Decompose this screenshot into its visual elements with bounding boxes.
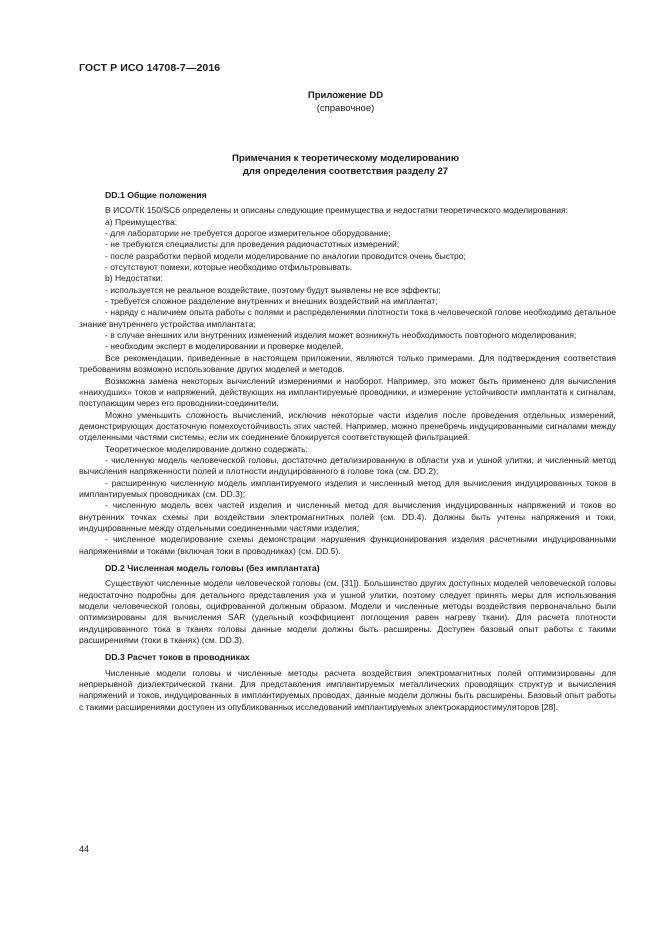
annex-heading xyxy=(0,153,661,178)
paragraph: Возможна замена некоторых вычислений измерениями и наоборот. Например, это может быть применено для вычисления «наихудших» токов и напряжений, действующих на имплантируемые проводники, и измерение устойчивости имплантата к сигналам, поступающим через его проводники-соединители. xyxy=(79,375,616,409)
document-body xyxy=(79,190,616,713)
document-id: ГОСТ Р ИСО 14708-7—2016 xyxy=(79,62,221,74)
paragraph: В ИСО/ТК 150/SC6 определены и описаны следующие преимущества и недостатки теоретического моделирования: xyxy=(105,205,569,216)
annex-subtitle: (справочное) xyxy=(316,102,375,114)
list-item: - не требуются специалисты для проведения радиочастотных измерений; xyxy=(105,239,400,250)
annex-title: Приложение DD xyxy=(307,90,384,101)
list-item: - численное моделирование схемы демонстрации нарушения функционирования изделия расчетными индуцированными напряжениями и токами (включая токи в проводниках) (см. DD.5). xyxy=(79,534,616,556)
list-item: - используется не реальное воздействие, поэтому будут выявлены не все эффекты; xyxy=(105,284,441,295)
annex-heading-line2: для определения соответствия разделу 27 xyxy=(242,165,449,177)
list-label-disadvantages: b) Недостатки: xyxy=(105,273,163,284)
paragraph: Все рекомендации, приведенные в настоящем приложении, являются только примерами. Для подтверждения соответствия требованиям возможно использование других моделей и методов. xyxy=(79,352,616,375)
list-label-advantages: а) Преимущества: xyxy=(105,216,178,227)
annex-heading-line1: Примечания к теоретическому моделированию xyxy=(231,153,460,164)
section-heading-dd3: DD.3 Расчет токов в проводниках xyxy=(105,652,250,663)
list-item: - расширенную численную модель имплантируемого изделия и численный метод для вычисления индуцированных токов в имплантируемых проводниках (см. DD.3); xyxy=(79,477,616,499)
page-number: 44 xyxy=(79,844,90,854)
list-item: - наряду с наличием опыта работы с полями и распределениями плотности тока в человеческой голове необходимо детальное знание внутреннего устройства имплантата; xyxy=(79,307,616,329)
paragraph: Численные модели головы и численные методы расчета воздействия электромагнитных полей оптимизированы для непрерывной диэлектрической ткани. Для представления имплантируемых металлических проводящих структур и вычисления напряжений и токов, индуцированных в имплантируемых проводах, данные модели должны быть расширены. Базовый опыт работы с такими расширениями доступен из опубликованных исследований имплантируемых электрокардиостимуляторов [28]. xyxy=(79,667,616,712)
section-heading-dd1: DD.1 Общие положения xyxy=(105,190,207,200)
list-item: - для лаборатории не требуется дорогое измерительное оборудование; xyxy=(105,228,391,239)
list-item: - в случае внешних или внутренних изменений изделия может возникнуть необходимость повторного моделирования; xyxy=(105,330,577,341)
list-item: - численную модель всех частей изделия и численный метод для вычисления индуцированных напряжений и токов во внутренних точках схемы при воздействии электромагнитных полей (см. DD.4). Должны быть учтены напряжения и токи, индуцированные между отдельными соединенными частями изделия; xyxy=(79,500,616,533)
paragraph: Существуют численные модели человеческой головы (см. [31]). Большинство других доступных моделей человеческой головы недостаточно подробны для детального представления уха и ушной улитки, поэтому следует принять меры для использования модели человеческой головы, оцифрованной должным образом. Модели и численные методы воздействия первоначально были оптимизированы для вычисления SAR (удельный коэффициент поглощения равен нагреву ткани). Для расчета плотности индуцированного тока в тканях головы данные модели должны быть расширены. Доступен базовый опыт работы с такими расширениями (токи в тканях) (см. DD.3). xyxy=(79,578,616,646)
section-heading-dd2: DD.2 Численная модель головы (без имплантата) xyxy=(105,563,320,573)
list-item: - необходим эксперт в моделировании и проверке моделей. xyxy=(105,341,344,352)
paragraph: Можно уменьшить сложность вычислений, исключив некоторые части изделия после проведения отдельных измерений, демонстрирующих достаточную помехоустойчивость этих частей. Например, можно пренебречь индуцированными сигналами между отделенными частями системы, если их соединение блокируется соответствующей фильтрацией. xyxy=(79,409,616,443)
list-item: - численную модель человеческой головы, достаточно детализированную в области уха и ушной улитки, и численный метод вычисления напряженности полей и плотности индуцированного в голове тока (см. DD.2); xyxy=(79,454,616,477)
list-item: - после разработки первой модели моделирование по аналогии проводится очень быстро; xyxy=(105,250,466,261)
list-item: - отсутствуют помехи, которые необходимо отфильтровывать. xyxy=(105,262,353,273)
list-item: - требуется сложное разделение внутренних и внешних воздействий на имплантат; xyxy=(105,296,438,307)
paragraph: Теоретическое моделирование должно содержать: xyxy=(105,443,308,454)
annex-label xyxy=(0,90,661,115)
